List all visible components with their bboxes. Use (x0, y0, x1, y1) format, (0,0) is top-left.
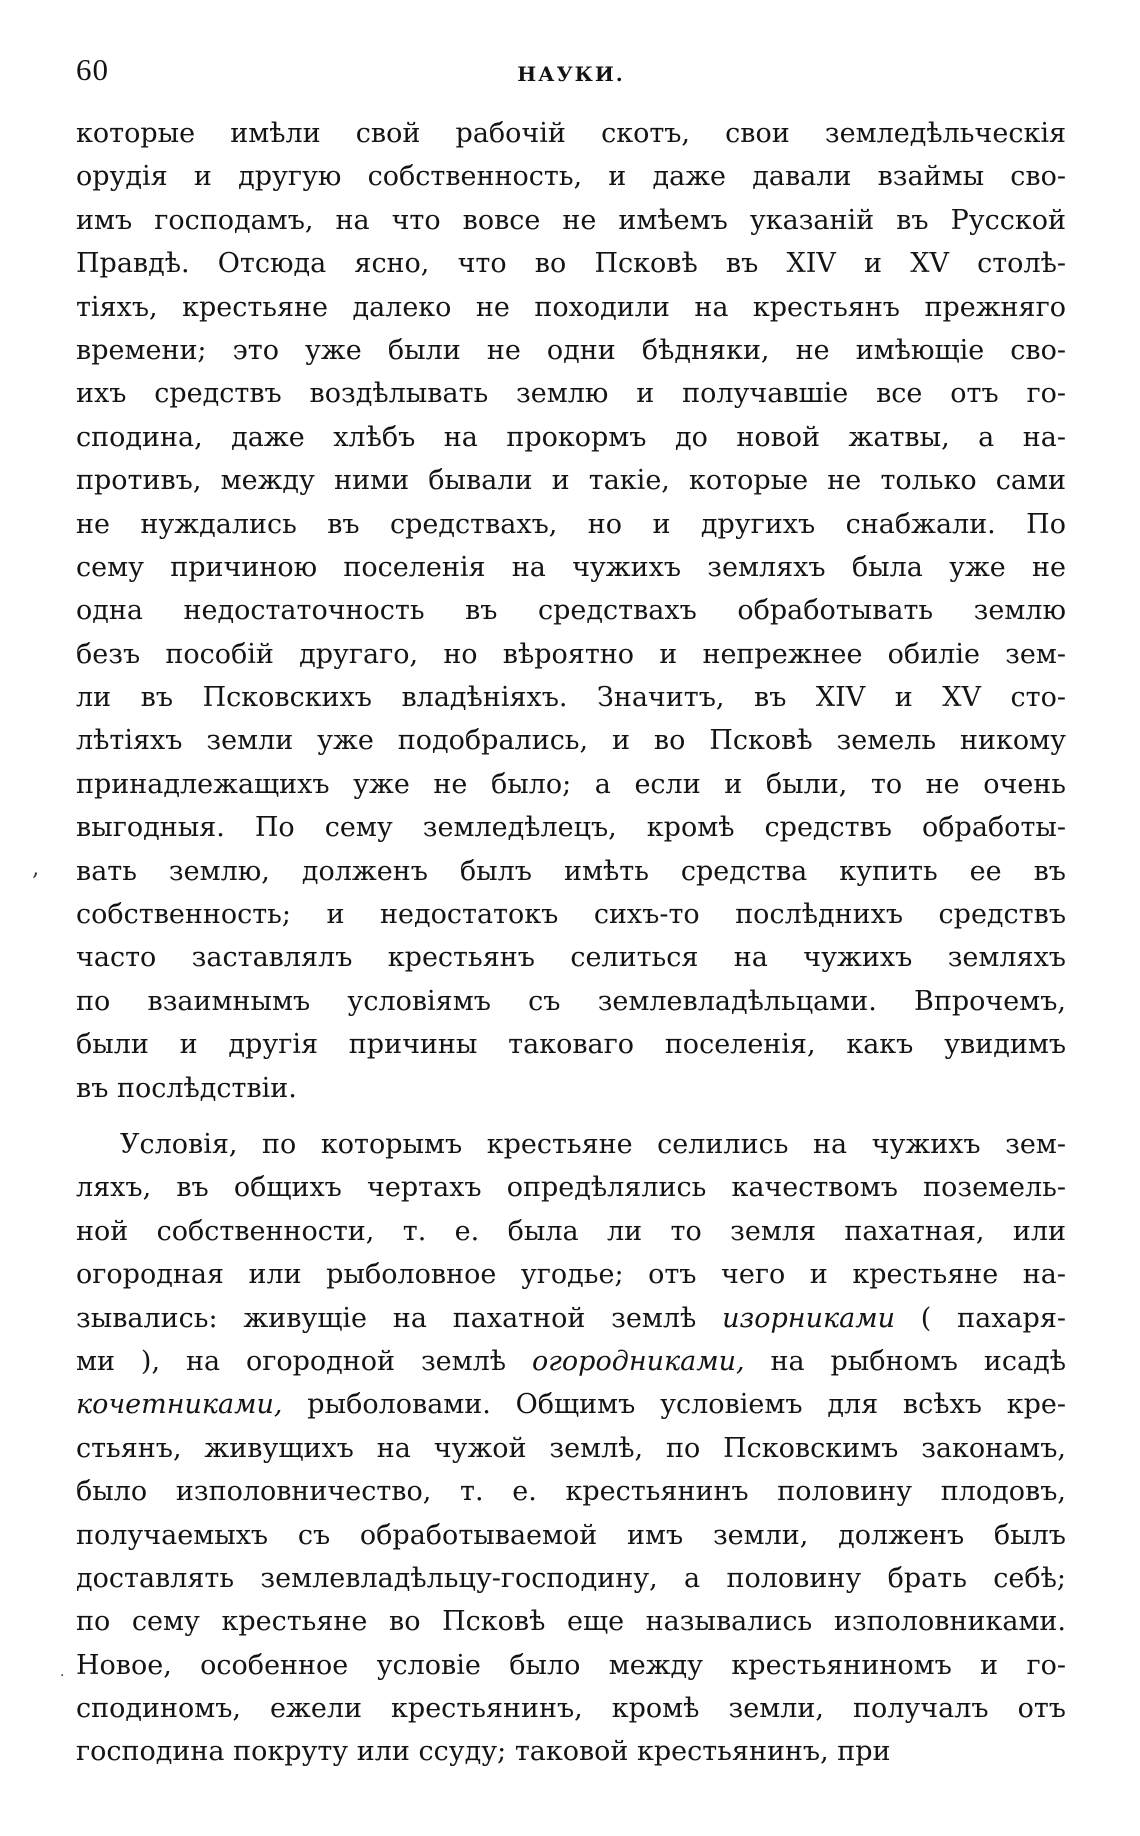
margin-dot: · (60, 1668, 65, 1684)
text-line (76, 1340, 1066, 1383)
text-line (76, 155, 1066, 198)
text-run: собственность; и недостатокъ сихъ-то послѣднихъ средствъ (76, 899, 1066, 931)
text-run: принадлежащихъ уже не было; а если и были, то не очень (76, 768, 1066, 800)
text-run: не нуждались въ средствахъ, но и другихъ снабжали. По (76, 508, 1066, 540)
text-line (76, 1687, 1066, 1730)
text-run: времени; это уже были не одни бѣдняки, не имѣющіе сво- (76, 334, 1066, 366)
text-line (76, 1210, 1066, 1253)
running-head: НАУКИ. (517, 62, 625, 86)
text-line (76, 459, 1066, 502)
text-line (76, 806, 1066, 849)
italic-term: изорниками (722, 1302, 895, 1334)
text-line (76, 1253, 1066, 1296)
text-run: сподина, даже хлѣбъ на прокормъ до новой жатвы, а на- (76, 421, 1066, 453)
text-run: орудія и другую собственность, и даже давали взаймы сво- (76, 161, 1066, 193)
text-run: были и другія причины таковаго поселенія, какъ увидимъ (76, 1029, 1066, 1061)
text-run: ихъ средствъ воздѣлывать землю и получавшіе все отъ го- (76, 378, 1066, 410)
text-run: которые имѣли свой рабочій скотъ, свои земледѣльческія (76, 118, 1066, 149)
text-run: противъ, между ними бывали и такіе, которые не только сами (76, 465, 1066, 497)
text-line (76, 676, 1066, 719)
body-text (76, 112, 1066, 1774)
text-run: Правдѣ. Отсюда ясно, что во Псковѣ въ XIV и XV столѣ- (76, 248, 1066, 280)
text-line (76, 1600, 1066, 1643)
text-run: сподиномъ, ежели крестьянинъ, кромѣ земли, получалъ отъ (76, 1693, 1066, 1725)
text-line (76, 1383, 1066, 1426)
text-line (76, 1470, 1066, 1513)
text-line (76, 1730, 1066, 1773)
text-line (76, 1557, 1066, 1600)
text-line (76, 1166, 1066, 1209)
text-line (76, 633, 1066, 676)
text-run: было изполовничество, т. е. крестьянинъ половину плодовъ, (76, 1476, 1066, 1508)
text-line (76, 1644, 1066, 1687)
margin-mark: ‚ (32, 856, 39, 881)
text-run: ляхъ, въ общихъ чертахъ опредѣлялись качествомъ поземель- (76, 1172, 1066, 1204)
text-run: на рыбномъ исадѣ (744, 1345, 1066, 1377)
text-run: лѣтіяхъ земли уже подобрались, и во Псковѣ земель никому (76, 725, 1066, 757)
text-line (76, 286, 1066, 329)
text-line (76, 719, 1066, 762)
text-run: ли въ Псковскихъ владѣніяхъ. Значитъ, въ XIV и XV сто- (76, 682, 1066, 714)
text-line (76, 1123, 1066, 1166)
text-line (76, 199, 1066, 242)
text-run: огородная или рыболовное угодье; отъ чего и крестьяне на- (76, 1259, 1066, 1291)
paragraph (76, 1123, 1066, 1774)
text-run: часто заставлялъ крестьянъ селиться на чужихъ земляхъ (76, 942, 1066, 974)
text-run: одна недостаточность въ средствахъ обработывать землю (76, 595, 1066, 627)
text-line (76, 112, 1066, 155)
text-run: Условія, по которымъ крестьяне селились на чужихъ зем- (120, 1128, 1066, 1160)
text-line (76, 1427, 1066, 1470)
text-run: доставлять землевладѣльцу-господину, а половину брать себѣ; (76, 1562, 1066, 1594)
page-number: 60 (76, 52, 109, 87)
text-line (76, 980, 1066, 1023)
text-line (76, 372, 1066, 415)
text-run: ной собственности, т. е. была ли то земля пахатная, или (76, 1215, 1066, 1247)
italic-term: кочетниками, (76, 1389, 283, 1421)
text-run: безъ пособій другаго, но вѣроятно и непрежнее обиліе зем- (76, 638, 1066, 670)
text-run: господина покруту или ссуду; таковой крестьянинъ, при (76, 1736, 891, 1768)
text-run: вать землю, долженъ былъ имѣть средства купить ее въ (76, 855, 1066, 887)
page-header (76, 52, 1066, 102)
text-run: ( пахаря- (894, 1302, 1066, 1334)
text-line (76, 1067, 1066, 1110)
text-run: стьянъ, живущихъ на чужой землѣ, по Псковскимъ законамъ, (76, 1432, 1066, 1464)
paragraph (76, 112, 1066, 1110)
italic-term: огородниками, (532, 1345, 745, 1377)
text-run: зывались: живущіе на пахатной землѣ (76, 1302, 723, 1334)
text-run: рыболовами. Общимъ условіемъ для всѣхъ кре- (282, 1389, 1066, 1421)
text-run: по сему крестьяне во Псковѣ еще назывались изполовниками. (76, 1606, 1066, 1638)
text-run: выгодныя. По сему земледѣлецъ, кромѣ средствъ обработы- (76, 812, 1066, 844)
text-line (76, 329, 1066, 372)
text-run: въ послѣдствіи. (76, 1072, 297, 1104)
text-run: Новое, особенное условіе было между крестьяниномъ и го- (76, 1649, 1066, 1681)
text-line (76, 936, 1066, 979)
text-line (76, 893, 1066, 936)
text-run: сему причиною поселенія на чужихъ земляхъ была уже не (76, 551, 1066, 583)
text-run: по взаимнымъ условіямъ съ землевладѣльцами. Впрочемъ, (76, 985, 1066, 1017)
text-run: имъ господамъ, на что вовсе не имѣемъ указаній въ Русской (76, 204, 1066, 236)
text-run: ми ), на огородной землѣ (76, 1345, 533, 1377)
text-line (76, 763, 1066, 806)
text-run: тіяхъ, крестьяне далеко не походили на крестьянъ прежняго (76, 291, 1066, 323)
text-line (76, 416, 1066, 459)
text-line (76, 589, 1066, 632)
text-line (76, 1297, 1066, 1340)
text-line (76, 850, 1066, 893)
text-line (76, 546, 1066, 589)
text-run: получаемыхъ съ обработываемой имъ земли, долженъ былъ (76, 1519, 1066, 1551)
text-line (76, 503, 1066, 546)
text-line (76, 1023, 1066, 1066)
text-line (76, 1514, 1066, 1557)
paragraph-gap (76, 1110, 1066, 1123)
text-line (76, 242, 1066, 285)
